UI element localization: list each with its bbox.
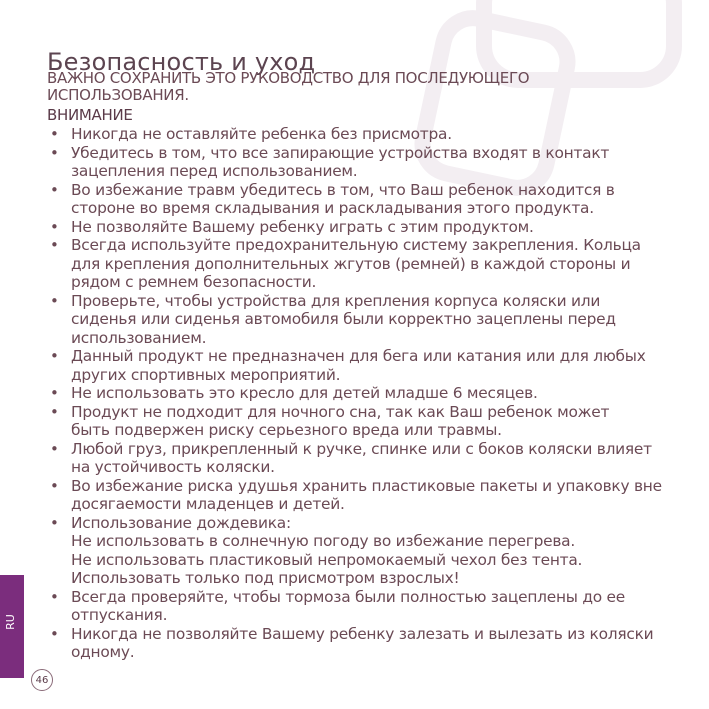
- warning-list: [47, 125, 697, 662]
- warning-line: стороне во время складывания и раскладывания этого продукта.: [71, 199, 594, 217]
- warning-item: [47, 236, 697, 292]
- warning-line: зацепления перед использованием.: [71, 162, 358, 180]
- warning-item: [47, 477, 697, 514]
- warning-line: Всегда используйте предохранительную систему закрепления. Кольца: [71, 236, 641, 254]
- bullet-dot-icon: •: [50, 180, 59, 199]
- warning-line: Данный продукт не предназначен для бега или катания или для любых: [71, 347, 646, 365]
- bullet-dot-icon: •: [50, 236, 59, 254]
- bullet-dot-icon: •: [50, 347, 59, 365]
- warning-line: использованием.: [71, 328, 207, 347]
- warning-item: [47, 218, 697, 237]
- warning-line: Не использовать это кресло для детей младше 6 месяцев.: [71, 384, 538, 402]
- page-number: 46: [31, 669, 53, 691]
- warning-line: отпускания.: [71, 606, 168, 624]
- language-label: RU: [4, 614, 17, 630]
- important-notice: ВАЖНО СОХРАНИТЬ ЭТО РУКОВОДСТВО ДЛЯ ПОСЛЕДУЮЩЕГО ИСПОЛЬЗОВАНИЯ.: [47, 69, 530, 104]
- warning-item: [47, 347, 697, 384]
- bullet-dot-icon: •: [50, 587, 59, 606]
- bullet-dot-icon: •: [50, 384, 59, 402]
- warning-line: на устойчивость коляски.: [71, 458, 275, 476]
- bullet-dot-icon: •: [50, 513, 59, 532]
- warning-line: рядом с ремнем безопасности.: [71, 273, 317, 291]
- warning-item: [47, 181, 697, 218]
- warning-item: [47, 144, 697, 181]
- warning-line: Не использовать пластиковый непромокаемый чехол без тента.: [71, 550, 583, 569]
- warning-line: Использование дождевика:: [71, 513, 291, 532]
- warning-line: Убедитесь в том, что все запирающие устройства входят в контакт: [71, 143, 610, 162]
- warning-line: сиденья или сиденья автомобиля были корректно зацеплены перед: [71, 310, 616, 328]
- bullet-dot-icon: •: [50, 402, 59, 421]
- warning-item: [47, 292, 697, 348]
- warning-line: Не позволяйте Вашему ребенку играть с этим продуктом.: [71, 217, 534, 236]
- warning-line: Во избежание травм убедитесь в том, что Ваш ребенок находится в: [71, 180, 615, 199]
- warning-line: Всегда проверяйте, чтобы тормоза были полностью зацеплены до ее: [71, 587, 625, 606]
- warning-line: Во избежание риска удушья хранить пластиковые пакеты и упаковку вне: [71, 476, 662, 495]
- warning-line: Не использовать в солнечную погоду во избежание перегрева.: [71, 532, 575, 550]
- page-title: Безопасность и уход: [47, 48, 316, 77]
- warning-item: [47, 403, 697, 440]
- warning-line: Никогда не оставляйте ребенка без присмотра.: [71, 125, 452, 143]
- warning-line: Продукт не подходит для ночного сна, так как Ваш ребенок может: [71, 402, 610, 421]
- warning-line: досягаемости младенцев и детей.: [71, 495, 345, 513]
- bullet-dot-icon: •: [50, 439, 59, 458]
- warning-line: Любой груз, прикрепленный к ручке, спинке или с боков коляски влияет: [71, 439, 652, 458]
- warning-line: Проверьте, чтобы устройства для крепления корпуса коляски или: [71, 291, 601, 310]
- bullet-dot-icon: •: [50, 125, 59, 143]
- bullet-dot-icon: •: [50, 217, 59, 236]
- warning-item: [47, 440, 697, 477]
- warning-line: Использовать только под присмотром взрослых!: [71, 569, 460, 587]
- bullet-dot-icon: •: [50, 143, 59, 162]
- warning-line: Никогда не позволяйте Вашему ребенку залезать и вылезать из коляски: [71, 624, 654, 643]
- warning-item: [47, 384, 697, 403]
- warning-item: [47, 625, 697, 662]
- bullet-dot-icon: •: [50, 291, 59, 310]
- warning-line: для крепления дополнительных жгутов (ремней) в каждой стороны и: [71, 254, 631, 273]
- warning-line: других спортивных мероприятий.: [71, 365, 341, 384]
- warning-item: [47, 125, 697, 144]
- warning-heading: ВНИМАНИЕ: [47, 106, 133, 124]
- bullet-dot-icon: •: [50, 624, 59, 643]
- warning-line: одному.: [71, 643, 135, 661]
- warning-item: [47, 514, 697, 588]
- warning-line: быть подвержен риску серьезного вреда или травмы.: [71, 421, 502, 439]
- bullet-dot-icon: •: [50, 476, 59, 495]
- warning-item: [47, 588, 697, 625]
